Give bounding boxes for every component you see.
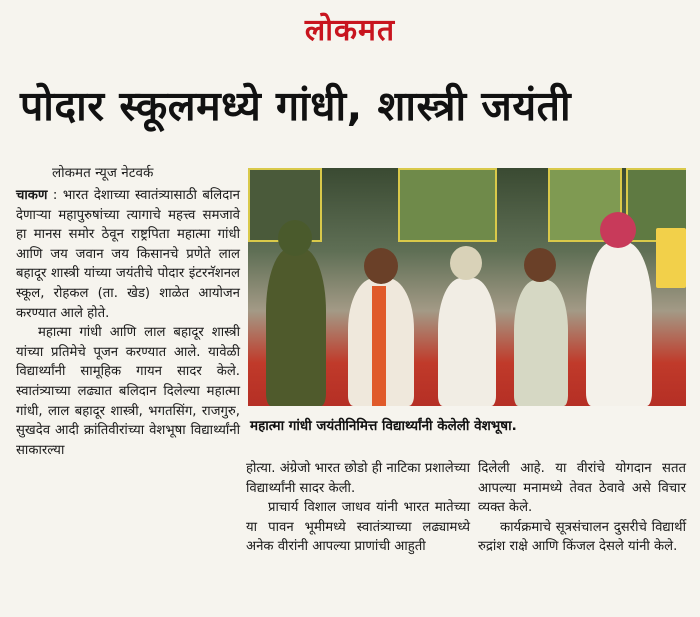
newspaper-masthead bbox=[0, 8, 700, 49]
photo-caption: महात्मा गांधी जयंतीनिमित्त विद्यार्थ्यांनी केलेली वेशभूषा. bbox=[250, 418, 517, 434]
article-paragraph: होत्या. अंग्रेजो भारत छोडो ही नाटिका प्रशालेच्या विद्यार्थ्यांनी सादर केली. bbox=[246, 461, 470, 496]
article-headline: पोदार स्कूलमध्ये गांधी, शास्त्री जयंती bbox=[20, 82, 572, 130]
article-paragraph: महात्मा गांधी आणि लाल बहादूर शास्त्री यांच्या प्रतिमेचे पूजन करण्यात आले. यावेळी विद्यार्थ्यांनी सामूहिक गायन सादर केले. स्वातंत्र्याच्या लढ्यात बलिदान दिलेल्या महात्मा गांधी, लाल बहादूर शास्त्री, भगतसिंग, राजगुरु, सुखदेव आदी क्रांतिवीरांच्या वेशभूषा विद्यार्थ्यांनी साकारल्या bbox=[16, 325, 240, 458]
article-photo bbox=[248, 168, 686, 406]
article-paragraph: दिलेली आहे. या वीरांचे योगदान सतत आपल्या मनामध्ये तेवत ठेवावे असे विचार व्यक्त केले. bbox=[478, 461, 686, 516]
brand-logo-text: लोकमत bbox=[304, 13, 396, 48]
article-column-2 bbox=[246, 459, 470, 557]
article-paragraph: कार्यक्रमाचे सूत्रसंचालन दुसरीचे विद्यार्थी रुद्रांश राक्षे आणि किंजल देसले यांनी केले. bbox=[478, 519, 686, 555]
article-column-3 bbox=[478, 459, 686, 557]
article-byline: लोकमत न्यूज नेटवर्क bbox=[52, 165, 154, 181]
article-column-1 bbox=[16, 186, 240, 460]
article-paragraph: प्राचार्य विशाल जाधव यांनी भारत मातेच्या या पावन भूमीमध्ये स्वातंत्र्याच्या लढ्यामध्ये अनेक वीरांनी आपल्या प्राणांची आहुती bbox=[246, 500, 470, 555]
article-paragraph: चाकण : भारत देशाच्या स्वातंत्र्यासाठी बलिदान देणाऱ्या महापुरुषांच्या त्यागाचे महत्त्व समजावे हा मानस समोर ठेवून राष्ट्रपिता महात्मा गांधी आणि जय जवान जय किसानचे प्रणेते लाल बहादूर शास्त्री यांच्या जयंतीचे पोदार इंटरनॅशनल स्कूल, रोहकल (ता. खेड) शाळेत आयोजन करण्यात आले होते. bbox=[16, 188, 240, 321]
article-dateline: चाकण bbox=[16, 188, 48, 203]
